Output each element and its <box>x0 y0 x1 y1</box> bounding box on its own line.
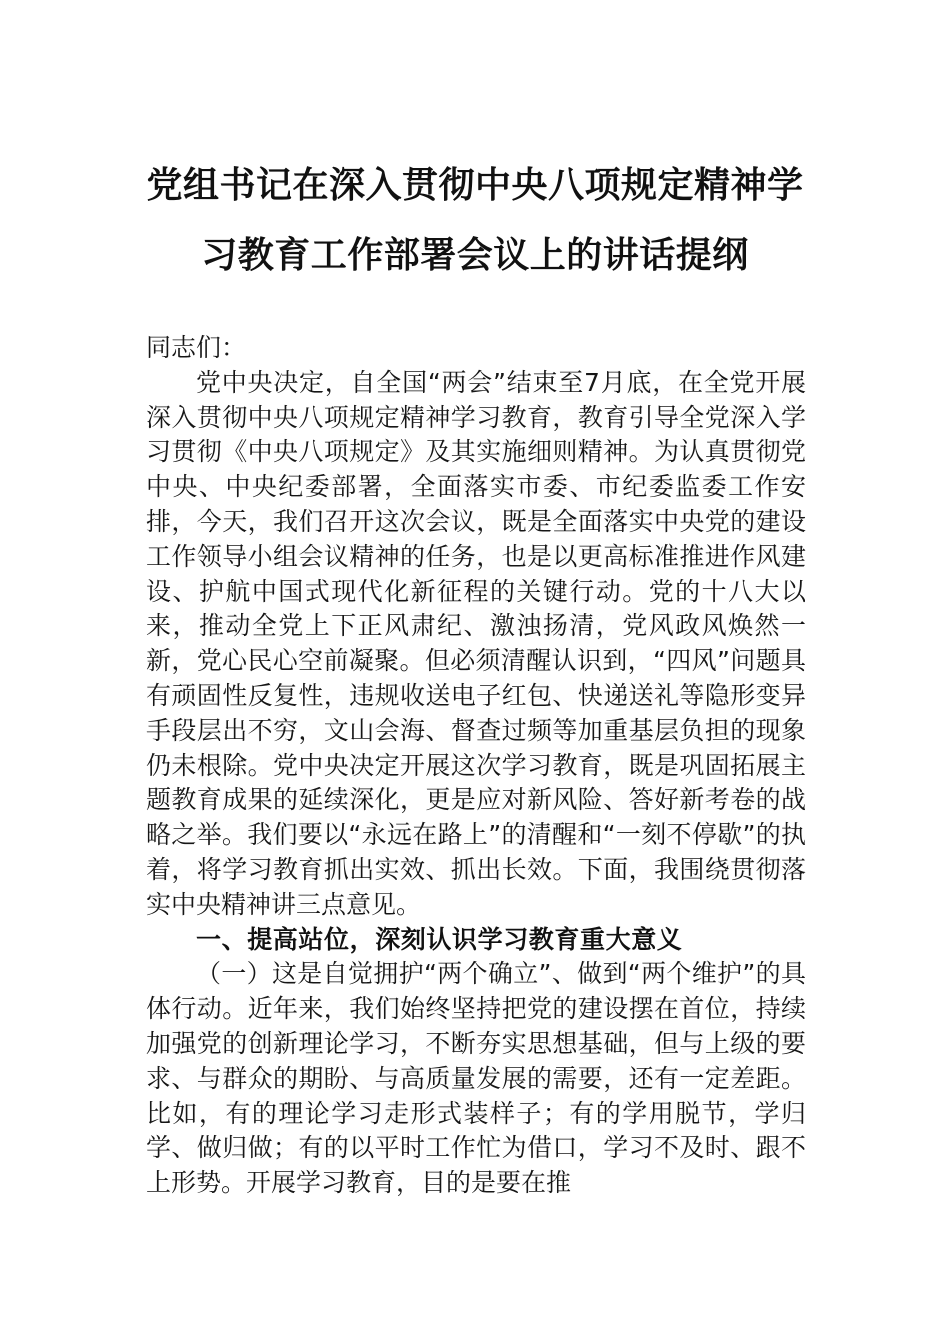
document-title-line-2: 习教育工作部署会议上的讲话提纲 <box>201 234 749 276</box>
document-title-line-1: 党组书记在深入贯彻中央八项规定精神学 <box>146 164 804 206</box>
subsection-paragraph-1: （一）这是自觉拥护“两个确立”、做到“两个维护”的具体行动。近年来，我们始终坚持把党的建设摆在首位，持续加强党的创新理论学习，不断夯实思想基础，但与上级的要求、与群众的期盼、与高质量发展的需要，还有一定差距。比如，有的理论学习走形式装样子；有的学用脱节，学归学、做归做；有的以平时工作忙为借口，学习不及时、跟不上形势。开展学习教育，目的是要在推 <box>146 959 806 1198</box>
intro-paragraph: 党中央决定，自全国“两会”结束至7月底，在全党开展深入贯彻中央八项规定精神学习教育，教育引导全党深入学习贯彻《中央八项规定》及其实施细则精神。为认真贯彻党中央、中央纪委部署，全面落实市委、市纪委监委工作安排，今天，我们召开这次会议，既是全面落实中央党的建设工作领导小组会议精神的任务，也是以更高标准推进作风建设、护航中国式现代化新征程的关键行动。党的十八大以来，推动全党上下正风肃纪、激浊扬清，党风政风焕然一新，党心民心空前凝聚。但必须清醒认识到，“四风”问题具有顽固性反复性，违规收送电子红包、快递送礼等隐形变异手段层出不穷，文山会海、督查过频等加重基层负担的现象仍未根除。党中央决定开展这次学习教育，既是巩固拓展主题教育成果的延续深化，更是应对新风险、答好新考卷的战略之举。我们要以“永远在路上”的清醒和“一刻不停歇”的执着，将学习教育抓出实效、抓出长效。下面，我围绕贯彻落实中央精神讲三点意见。 <box>146 367 806 919</box>
section-heading-1: 一、提高站位，深刻认识学习教育重大意义 <box>196 924 683 954</box>
document-body <box>146 331 806 1201</box>
salutation: 同志们： <box>146 333 247 362</box>
